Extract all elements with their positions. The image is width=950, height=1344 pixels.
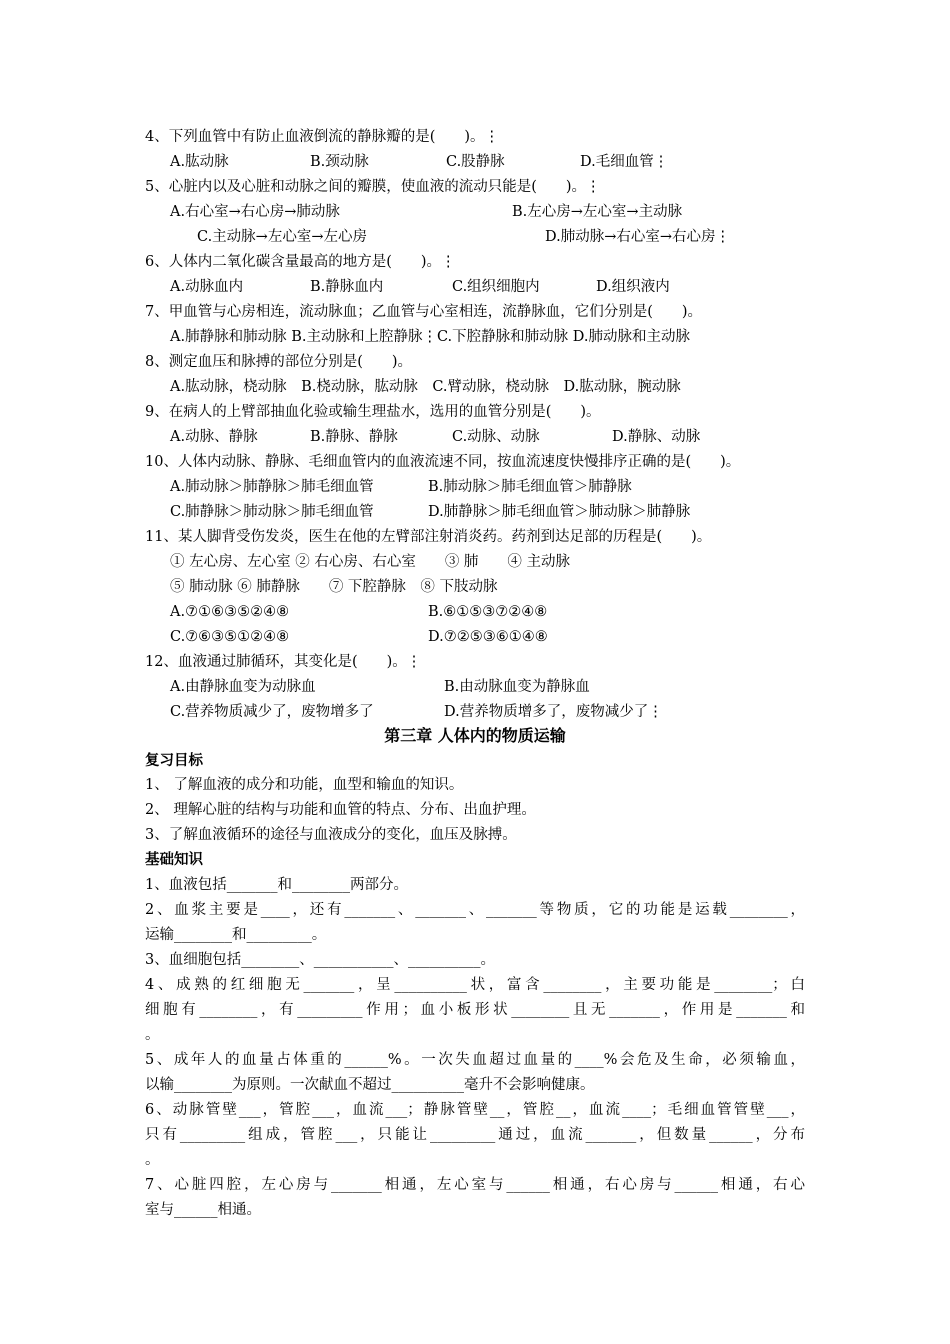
question-6-stem: 6、人体内二氧化碳含量最高的地方是( )。⋮ bbox=[145, 254, 456, 270]
review-item-1: 1、 了解血液的成分和功能，血型和输血的知识。 bbox=[145, 777, 464, 793]
question-11-items-line2: ⑤ 肺动脉 ⑥ 肺静脉 ⑦ 下腔静脉 ⑧ 下肢动脉 bbox=[170, 579, 498, 595]
question-4-option-a: A.肱动脉 bbox=[170, 154, 229, 170]
basics-heading: 基础知识 bbox=[145, 852, 203, 868]
review-heading: 复习目标 bbox=[145, 753, 203, 769]
basics-line-11: 只有_________组成，管腔___，只能让_________通过，血流_______，但数量______，分布 bbox=[145, 1127, 805, 1143]
question-5-option-a: A.右心室→右心房→肺动脉 bbox=[170, 204, 340, 220]
question-11-items-line1: ① 左心房、左心室 ② 右心房、右心室 ③ 肺 ④ 主动脉 bbox=[170, 554, 571, 570]
question-8-stem: 8、测定血压和脉搏的部位分别是( )。 bbox=[145, 354, 413, 370]
basics-line-3: 运输________和_________。 bbox=[145, 927, 327, 943]
question-5-option-c: C.主动脉→左心室→左心房 bbox=[197, 229, 367, 245]
basics-line-6: 细胞有________，有_________作用；血小板形状________且无_______，作用是_______和 bbox=[145, 1002, 805, 1018]
question-9-option-b: B.静脉、静脉 bbox=[310, 429, 398, 445]
question-5-option-b: B.左心房→左心室→主动脉 bbox=[512, 204, 683, 220]
basics-line-4: 3、血细胞包括________、___________、__________。 bbox=[145, 952, 495, 968]
basics-line-9: 以输________为原则。一次献血不超过__________毫升不会影响健康。 bbox=[145, 1077, 595, 1093]
question-7-stem: 7、甲血管与心房相连，流动脉血；乙血管与心室相连，流静脉血，它们分别是( )。 bbox=[145, 304, 703, 320]
chapter-title: 第三章 人体内的物质运输 bbox=[384, 726, 566, 745]
basics-line-1: 1、血液包括_______和________两部分。 bbox=[145, 877, 408, 893]
question-10-option-b: B.肺动脉＞肺毛细血管＞肺静脉 bbox=[428, 479, 632, 495]
question-11-option-c: C.⑦⑥③⑤①②④⑧ bbox=[170, 629, 290, 645]
question-11-option-d: D.⑦②⑤③⑥①④⑧ bbox=[428, 629, 548, 645]
basics-line-13: 7、心脏四腔，左心房与_______相通，左心室与______相通，右心房与______相通，右心 bbox=[145, 1177, 805, 1193]
basics-line-14: 室与______相通。 bbox=[145, 1202, 261, 1218]
question-12-option-b: B.由动脉血变为静脉血 bbox=[444, 679, 590, 695]
question-11-option-a: A.⑦①⑥③⑤②④⑧ bbox=[170, 604, 290, 620]
question-12-stem: 12、血液通过肺循环，其变化是( )。⋮ bbox=[145, 654, 422, 670]
basics-line-10: 6、动脉管壁___，管腔___，血流___；静脉管壁__，管腔__，血流____；毛细血管管壁___， bbox=[145, 1102, 805, 1118]
question-9-option-a: A.动脉、静脉 bbox=[170, 429, 258, 445]
question-10-stem: 10、人体内动脉、静脉、毛细血管内的血液流速不同，按血流速度快慢排序正确的是( )。 bbox=[145, 454, 741, 470]
question-4-option-c: C.股静脉 bbox=[446, 154, 505, 170]
question-10-option-a: A.肺动脉＞肺静脉＞肺毛细血管 bbox=[170, 479, 374, 495]
basics-line-2: 2、血浆主要是____，还有_______、_______、_______等物质，它的功能是运载________， bbox=[145, 902, 805, 918]
basics-line-7: 。 bbox=[145, 1027, 160, 1043]
question-5-option-d: D.肺动脉→右心室→右心房⋮ bbox=[545, 229, 731, 245]
question-12-option-a: A.由静脉血变为动脉血 bbox=[170, 679, 316, 695]
question-10-option-c: C.肺静脉＞肺动脉＞肺毛细血管 bbox=[170, 504, 374, 520]
basics-line-5: 4、成熟的红细胞无_______，呈__________状，富含________，主要功能是________；白 bbox=[145, 977, 805, 993]
question-10-option-d: D.肺静脉＞肺毛细血管＞肺动脉＞肺静脉 bbox=[428, 504, 691, 520]
basics-line-8: 5、成年人的血量占体重的______%。一次失血超过血量的____%会危及生命，必须输血， bbox=[145, 1052, 805, 1068]
question-6-option-b: B.静脉血内 bbox=[310, 279, 384, 295]
question-12-option-c: C.营养物质减少了，废物增多了 bbox=[170, 704, 374, 720]
basics-line-12: 。 bbox=[145, 1152, 160, 1168]
question-11-stem: 11、某人脚背受伤发炎，医生在他的左臂部注射消炎药。药剂到达足部的历程是( )。 bbox=[145, 529, 712, 545]
question-7-options: A.肺静脉和肺动脉 B.主动脉和上腔静脉⋮C.下腔静脉和肺动脉 D.肺动脉和主动脉 bbox=[170, 329, 690, 345]
question-9-option-d: D.静脉、动脉 bbox=[612, 429, 701, 445]
review-item-2: 2、 理解心脏的结构与功能和血管的特点、分布、出血护理。 bbox=[145, 802, 536, 818]
review-item-3: 3、了解血液循环的途径与血液成分的变化，血压及脉搏。 bbox=[145, 827, 517, 843]
question-5-stem: 5、心脏内以及心脏和动脉之间的瓣膜，使血液的流动只能是( )。⋮ bbox=[145, 179, 601, 195]
question-9-stem: 9、在病人的上臂部抽血化验或输生理盐水，选用的血管分别是( )。 bbox=[145, 404, 601, 420]
question-4-option-d: D.毛细血管⋮ bbox=[580, 154, 669, 170]
question-8-options: A.肱动脉，桡动脉 B.桡动脉，肱动脉 C.臂动脉，桡动脉 D.肱动脉，腕动脉 bbox=[170, 379, 681, 395]
question-4-stem: 4、下列血管中有防止血液倒流的静脉瓣的是( )。⋮ bbox=[145, 129, 500, 145]
question-12-option-d: D.营养物质增多了，废物减少了⋮ bbox=[444, 704, 663, 720]
question-6-option-c: C.组织细胞内 bbox=[452, 279, 540, 295]
question-6-option-a: A.动脉血内 bbox=[170, 279, 244, 295]
question-4-option-b: B.颈动脉 bbox=[310, 154, 369, 170]
question-9-option-c: C.动脉、动脉 bbox=[452, 429, 540, 445]
question-6-option-d: D.组织液内 bbox=[596, 279, 670, 295]
question-11-option-b: B.⑥①⑤③⑦②④⑧ bbox=[428, 604, 548, 620]
